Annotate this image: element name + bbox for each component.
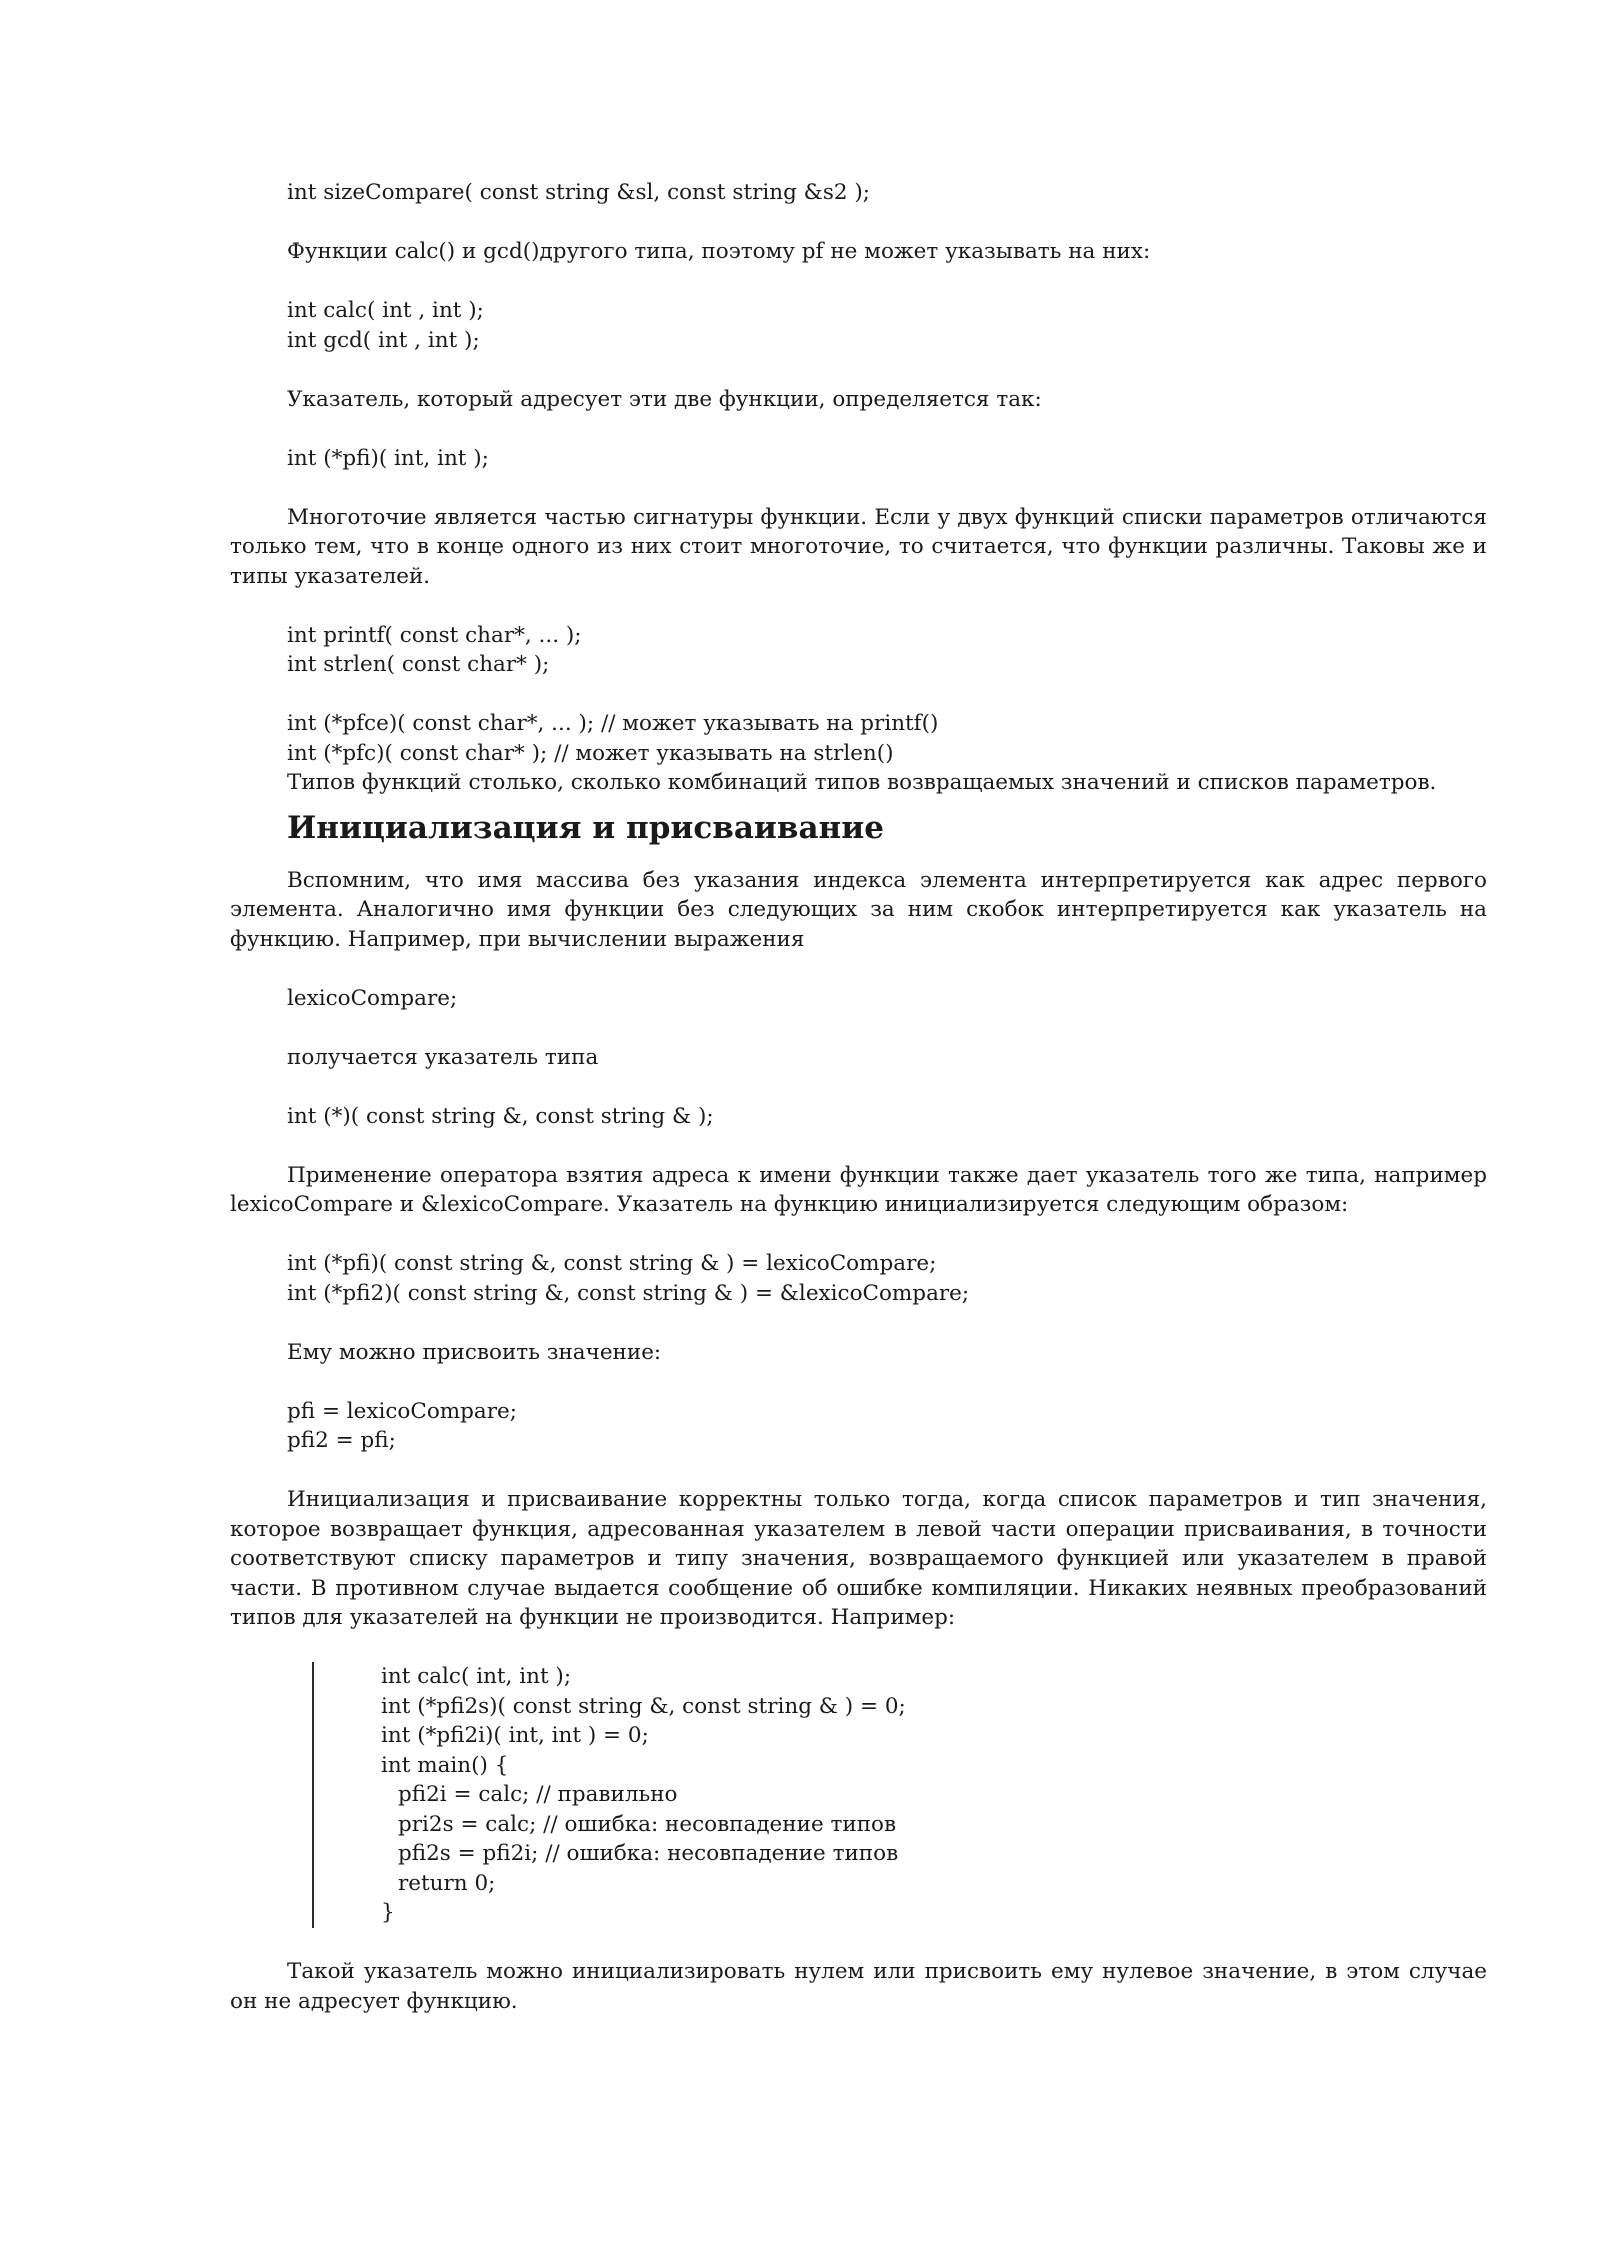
code-example-block	[312, 1662, 1487, 1928]
code-line-size-compare: int sizeCompare( const string &sl, const string &s2 );	[287, 180, 870, 205]
code-line-printf: int printf( const char*, ... );	[287, 622, 582, 648]
code-line-pfi-assign: pfi = lexicoCompare;	[287, 1398, 517, 1424]
text-calc-gcd: Функции calc() и gcd()другого типа, поэтому pf не может указывать на них:	[287, 239, 1151, 264]
paragraph-address: Применение оператора взятия адреса к имени функции также дает указатель того же типа, например lexicoCompare и &lexicoCompare. Указатель на функцию инициализируется следующим образом:	[230, 1162, 1487, 1217]
text-pointer-def: Указатель, который адресует эти две функции, определяется так:	[287, 386, 1042, 412]
code-line-strlen: int strlen( const char* );	[287, 652, 550, 677]
code-line-pfce: int (*pfce)( const char*, ... ); // может указывать на printf()	[287, 711, 939, 736]
code-example-line: return 0;	[398, 1870, 496, 1896]
code-example-line: int (*pfi2i)( int, int ) = 0;	[381, 1723, 649, 1748]
paragraph-recall: Вспомним, что имя массива без указания индекса элемента интерпретируется как адрес первого элемента. Аналогично имя функции без следующих за ним скобок интерпретируется как указатель на функцию. Например, при вычислении выражения	[230, 867, 1487, 952]
document-content	[230, 178, 1487, 2016]
code-line-pfc: int (*pfc)( const char* ); // может указывать на strlen()	[287, 740, 894, 766]
code-line-pfi2-init: int (*pfi2)( const string &, const string & ) = &lexicoCompare;	[287, 1280, 970, 1306]
text-function-types: Типов функций столько, сколько комбинаций типов возвращаемых значений и списков параметров.	[287, 770, 1437, 795]
code-line-pfi: int (*pfi)( int, int );	[287, 445, 489, 471]
paragraph-correctness: Инициализация и присваивание корректны только тогда, когда список параметров и тип значения, которое возвращает функция, адресованная указателем в левой части операции присваивания, в точности соответствуют списку параметров и типу значения, возвращаемого функцией или указателем в правой части. В противном случае выдается сообщение об ошибке компиляции. Никаких неявных преобразований типов для указателей на функции не производится. Например:	[230, 1487, 1487, 1630]
code-line-pfi-init: int (*pfi)( const string &, const string & ) = lexicoCompare;	[287, 1251, 937, 1276]
section-heading: Инициализация и присваивание	[287, 809, 884, 846]
code-example-line: int calc( int, int );	[381, 1664, 572, 1689]
code-example-line: pfi2i = calc; // правильно	[398, 1782, 678, 1807]
code-line-pointer-type: int (*)( const string &, const string & );	[287, 1103, 714, 1129]
code-example-line: pfi2s = pfi2i; // ошибка: несовпадение типов	[398, 1841, 899, 1866]
code-example-line: int main() {	[381, 1752, 509, 1778]
text-pointer-type: получается указатель типа	[287, 1044, 599, 1070]
code-line-lexico: lexicoCompare;	[287, 985, 458, 1011]
code-line-gcd: int gcd( int , int );	[287, 327, 480, 353]
code-example-line: pri2s = calc; // ошибка: несовпадение типов	[398, 1811, 897, 1837]
code-example-line: }	[381, 1900, 395, 1925]
paragraph-ellipsis: Многоточие является частью сигнатуры функции. Если у двух функций списки параметров отличаются только тем, что в конце одного из них стоит многоточие, то считается, что функции различны. Таковы же и типы указателей.	[230, 504, 1487, 589]
code-line-calc: int calc( int , int );	[287, 298, 484, 323]
text-assign: Ему можно присвоить значение:	[287, 1339, 662, 1365]
code-example-line: int (*pfi2s)( const string &, const string & ) = 0;	[381, 1693, 906, 1719]
paragraph-null-pointer: Такой указатель можно инициализировать нулем или присвоить ему нулевое значение, в этом случае он не адресует функцию.	[230, 1959, 1487, 2014]
code-line-pfi2-assign: pfi2 = pfi;	[287, 1428, 396, 1453]
